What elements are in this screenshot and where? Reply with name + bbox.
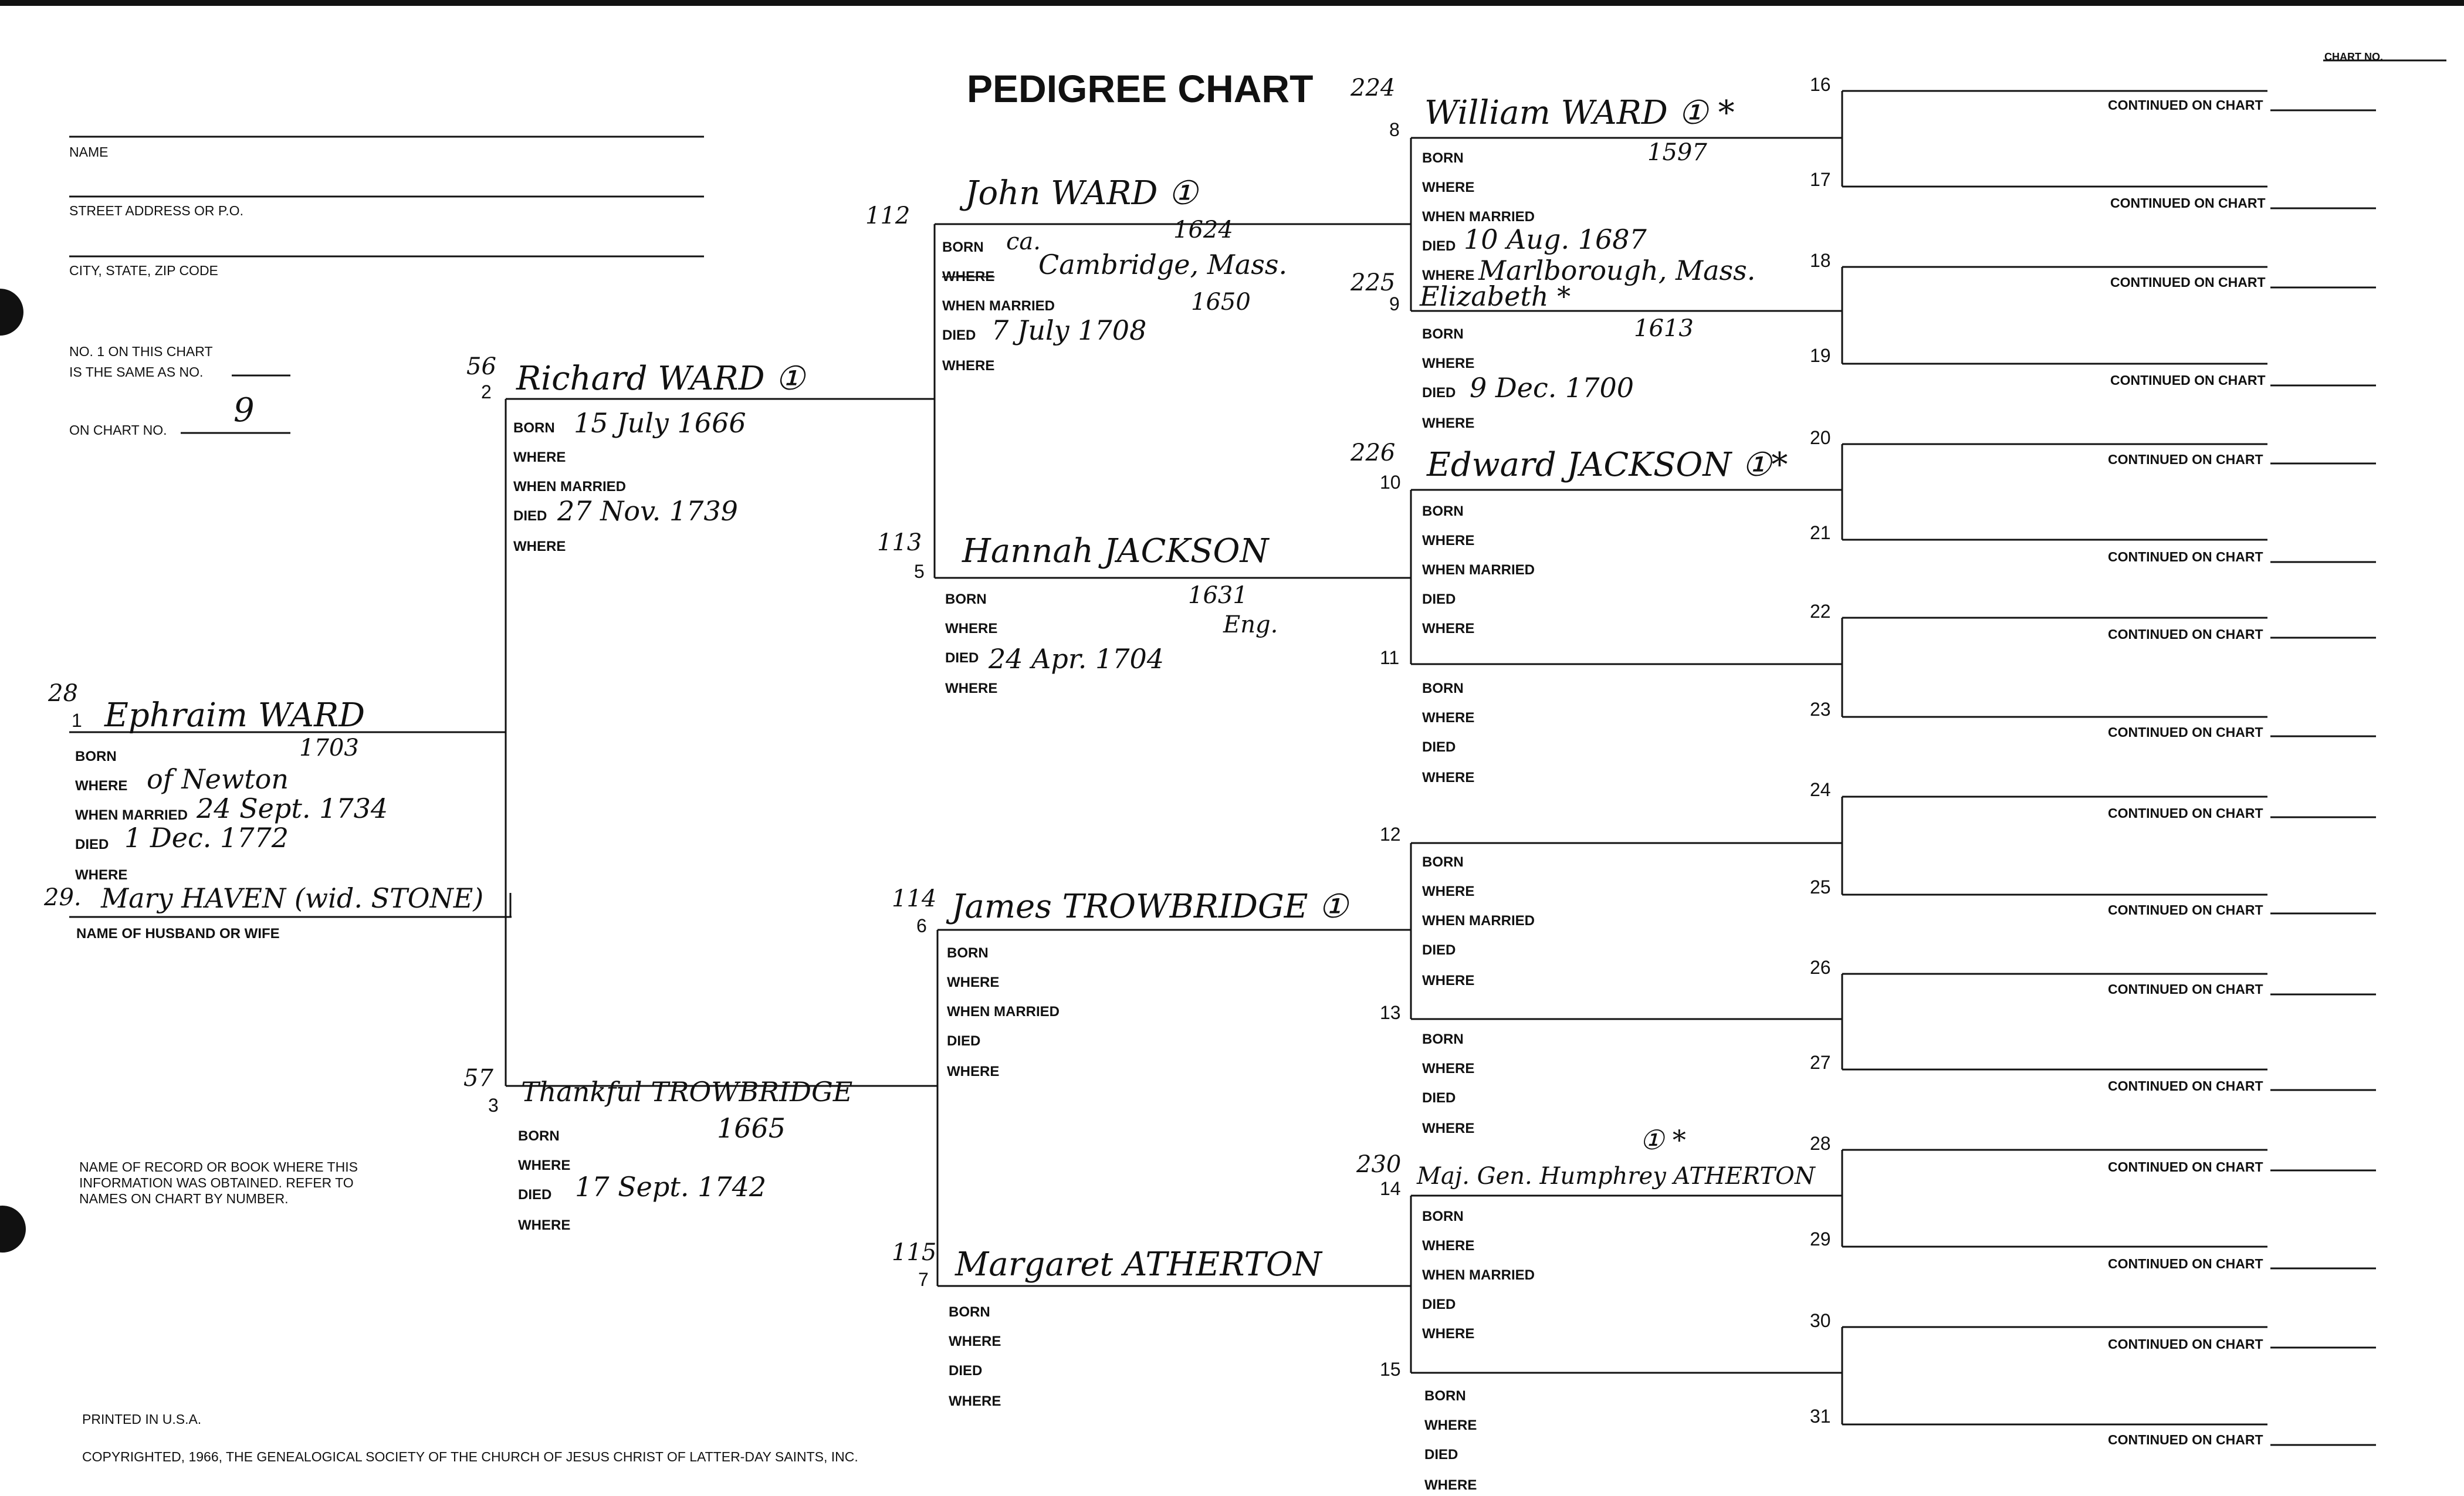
person-7-born-label: BORN <box>949 1304 990 1320</box>
person-4-ref: 112 <box>865 202 911 229</box>
spouse-ref: 29. <box>44 884 82 911</box>
person-9-died: 9 Dec. 1700 <box>1470 372 1634 404</box>
person-11-where-label: WHERE <box>1422 710 1475 726</box>
person-10-born-label: BORN <box>1422 503 1464 519</box>
person-5-died-label: DIED <box>945 650 979 666</box>
gen5-number: 29 <box>1810 1228 1831 1250</box>
person-8-where-label: WHERE <box>1422 180 1475 195</box>
person-1-married-label: WHEN MARRIED <box>75 807 188 823</box>
spouse-name: Mary HAVEN (wid. STONE) <box>101 882 484 914</box>
gen5-number: 17 <box>1810 169 1831 190</box>
same-as-line1: NO. 1 ON THIS CHART <box>69 344 213 359</box>
person-11-number: 11 <box>1380 647 1400 668</box>
person-13-where-label: WHERE <box>1422 1061 1475 1077</box>
person-12-where2-label: WHERE <box>1422 973 1475 989</box>
person-9-where2-label: WHERE <box>1422 415 1475 431</box>
person-4-born: 1624 <box>1173 216 1233 243</box>
person-6-where-label: WHERE <box>947 974 1000 990</box>
person-11-born-label: BORN <box>1422 681 1464 696</box>
person-6-name: James TROWBRIDGE ① <box>952 888 1348 926</box>
person-8-born: 1597 <box>1647 139 1707 166</box>
person-10-married-label: WHEN MARRIED <box>1422 562 1535 578</box>
person-3-name: Thankful TROWBRIDGE <box>521 1076 853 1108</box>
person-1-died: 1 Dec. 1772 <box>124 822 289 854</box>
person-3-where2-label: WHERE <box>518 1217 571 1233</box>
person-13-where2-label: WHERE <box>1422 1121 1475 1136</box>
gen5-number: 19 <box>1810 345 1831 366</box>
person-8-ref: 224 <box>1351 75 1396 101</box>
continued-label: CONTINUED ON CHART <box>2108 1159 2263 1175</box>
continued-label: CONTINUED ON CHART <box>2108 1336 2263 1352</box>
continued-label: CONTINUED ON CHART <box>2108 725 2263 740</box>
person-11-where2-label: WHERE <box>1422 770 1475 786</box>
person-8-died-label: DIED <box>1422 238 1456 254</box>
record-note-line1: NAME OF RECORD OR BOOK WHERE THIS <box>79 1159 358 1175</box>
gen5-number: 24 <box>1810 779 1831 800</box>
continued-label: CONTINUED ON CHART <box>2110 373 2266 388</box>
person-4-married-label: WHEN MARRIED <box>942 298 1055 314</box>
gen5-number: 23 <box>1810 699 1831 720</box>
person-2-born-label: BORN <box>513 420 555 436</box>
person-15-where2-label: WHERE <box>1424 1477 1477 1493</box>
continued-label: CONTINUED ON CHART <box>2108 627 2263 642</box>
person-15-number: 15 <box>1380 1359 1401 1380</box>
gen5-number: 28 <box>1810 1133 1831 1154</box>
person-1-number: 1 <box>72 710 82 731</box>
person-6-ref: 114 <box>892 885 937 912</box>
person-15-died-label: DIED <box>1424 1447 1458 1463</box>
same-as-line2: IS THE SAME AS NO. <box>69 364 204 380</box>
gen5-number: 20 <box>1810 427 1831 448</box>
person-14-died-label: DIED <box>1422 1297 1456 1312</box>
record-note-line3: NAMES ON CHART BY NUMBER. <box>79 1191 289 1206</box>
person-15-born-label: BORN <box>1424 1388 1466 1404</box>
person-9-number: 9 <box>1389 293 1400 314</box>
person-1-where-label: WHERE <box>75 778 128 794</box>
person-2-where2-label: WHERE <box>513 539 566 554</box>
person-7-number: 7 <box>918 1269 929 1290</box>
person-5-died: 24 Apr. 1704 <box>989 643 1165 675</box>
person-8-where: Marlborough, Mass. <box>1478 255 1756 286</box>
city-label: CITY, STATE, ZIP CODE <box>69 263 218 278</box>
person-4-died: 7 July 1708 <box>991 314 1147 346</box>
person-9-born: 1613 <box>1634 315 1694 342</box>
gen5-number: 16 <box>1810 74 1831 95</box>
person-8-where2-label: WHERE <box>1422 268 1475 283</box>
person-12-married-label: WHEN MARRIED <box>1422 913 1535 929</box>
person-14-number: 14 <box>1380 1178 1401 1199</box>
person-1-where2-label: WHERE <box>75 867 128 883</box>
person-1-ref: 28 <box>48 680 78 707</box>
person-10-ref: 226 <box>1351 439 1396 466</box>
person-15-where-label: WHERE <box>1424 1417 1477 1433</box>
person-4-where-label: WHERE <box>942 269 995 285</box>
person-2-died: 27 Nov. 1739 <box>557 495 738 527</box>
person-2-name: Richard WARD ① <box>516 360 805 398</box>
person-5-born: 1631 <box>1188 582 1248 609</box>
person-10-where-label: WHERE <box>1422 533 1475 549</box>
person-7-ref: 115 <box>892 1239 937 1266</box>
person-13-number: 13 <box>1380 1002 1401 1023</box>
continued-label: CONTINUED ON CHART <box>2108 981 2263 997</box>
person-1-died-label: DIED <box>75 837 109 852</box>
person-6-number: 6 <box>916 915 927 936</box>
person-8-number: 8 <box>1389 119 1400 140</box>
person-5-name: Hannah JACKSON <box>962 532 1269 570</box>
continued-label: CONTINUED ON CHART <box>2108 97 2263 113</box>
person-12-died-label: DIED <box>1422 942 1456 958</box>
person-3-number: 3 <box>488 1095 499 1116</box>
person-1-born-label: BORN <box>75 749 117 764</box>
gen5-number: 27 <box>1810 1052 1831 1073</box>
gen5-number: 31 <box>1810 1406 1831 1427</box>
on-chart-label: ON CHART NO. <box>69 422 167 438</box>
person-12-number: 12 <box>1380 824 1401 845</box>
gen5-number: 26 <box>1810 957 1831 978</box>
person-1-where: of Newton <box>147 763 289 795</box>
person-5-where2-label: WHERE <box>945 681 998 696</box>
person-9-born-label: BORN <box>1422 326 1464 342</box>
person-14-born-label: BORN <box>1422 1209 1464 1224</box>
on-chart-value: 9 <box>233 391 255 429</box>
person-1-name: Ephraim WARD <box>104 696 365 735</box>
person-9-name: Elizabeth * <box>1420 280 1571 312</box>
person-5-born-label: BORN <box>945 591 987 607</box>
gen5-number: 30 <box>1810 1310 1831 1331</box>
person-7-name: Margaret ATHERTON <box>955 1245 1322 1284</box>
person-2-died-label: DIED <box>513 508 547 524</box>
person-2-number: 2 <box>481 381 492 402</box>
person-6-where2-label: WHERE <box>947 1064 1000 1079</box>
person-2-where-label: WHERE <box>513 449 566 465</box>
person-3-born-label: BORN <box>518 1128 560 1144</box>
page-title: PEDIGREE CHART <box>967 67 1314 110</box>
person-4-died-label: DIED <box>942 327 976 343</box>
address-label: STREET ADDRESS OR P.O. <box>69 203 243 218</box>
chart-no-label: CHART NO. <box>2324 51 2383 63</box>
person-10-number: 10 <box>1380 472 1401 493</box>
record-note-line2: INFORMATION WAS OBTAINED. REFER TO <box>79 1175 354 1190</box>
person-1-born: 1703 <box>299 735 359 761</box>
continued-label: CONTINUED ON CHART <box>2108 1078 2263 1094</box>
continued-label: CONTINUED ON CHART <box>2108 805 2263 821</box>
person-6-died-label: DIED <box>947 1033 981 1049</box>
person-13-born-label: BORN <box>1422 1031 1464 1047</box>
person-4-born-pre: ca. <box>1006 228 1041 255</box>
copyright-note: COPYRIGHTED, 1966, THE GENEALOGICAL SOCIETY OF THE CHURCH OF JESUS CHRIST OF LATTER-DAY SAINTS, INC. <box>82 1449 858 1464</box>
person-10-name: Edward JACKSON ①* <box>1427 446 1788 484</box>
person-8-died: 10 Aug. 1687 <box>1464 224 1647 255</box>
person-4-where: Cambridge, Mass. <box>1038 249 1288 280</box>
continued-label: CONTINUED ON CHART <box>2108 549 2263 564</box>
spouse-label: NAME OF HUSBAND OR WIFE <box>76 926 280 942</box>
continued-label: CONTINUED ON CHART <box>2110 275 2266 290</box>
person-8-born-label: BORN <box>1422 150 1464 166</box>
person-9-ref: 225 <box>1351 269 1396 296</box>
name-label: NAME <box>69 144 109 160</box>
continued-label: CONTINUED ON CHART <box>2108 1256 2263 1271</box>
person-8-married-label: WHEN MARRIED <box>1422 209 1535 225</box>
person-7-where-label: WHERE <box>949 1333 1001 1349</box>
person-9-where-label: WHERE <box>1422 356 1475 371</box>
person-4-where2-label: WHERE <box>942 358 995 374</box>
person-4-born-label: BORN <box>942 239 984 255</box>
person-14-where-label: WHERE <box>1422 1238 1475 1254</box>
person-3-died: 17 Sept. 1742 <box>575 1171 767 1203</box>
gen5-number: 25 <box>1810 876 1831 898</box>
person-4-married: 1650 <box>1191 289 1251 316</box>
person-14-where2-label: WHERE <box>1422 1326 1475 1342</box>
person-5-number: 5 <box>914 561 925 582</box>
person-7-died-label: DIED <box>949 1363 983 1379</box>
person-11-died-label: DIED <box>1422 739 1456 755</box>
person-2-ref: 56 <box>466 353 496 380</box>
person-2-born: 15 July 1666 <box>574 407 746 439</box>
person-1-married: 24 Sept. 1734 <box>197 793 388 824</box>
person-2-married-label: WHEN MARRIED <box>513 479 626 495</box>
person-14-ref: 230 <box>1356 1151 1402 1178</box>
person-3-born: 1665 <box>717 1112 786 1144</box>
person-10-died-label: DIED <box>1422 591 1456 607</box>
person-14-mark: ① * <box>1640 1124 1686 1156</box>
person-8-name: William WARD ① * <box>1424 94 1735 132</box>
continued-label: CONTINUED ON CHART <box>2108 452 2263 467</box>
continued-label: CONTINUED ON CHART <box>2108 902 2263 918</box>
continued-label: CONTINUED ON CHART <box>2108 1432 2263 1447</box>
person-14-married-label: WHEN MARRIED <box>1422 1267 1535 1283</box>
person-4-name: John WARD ① <box>965 174 1198 212</box>
person-3-died-label: DIED <box>518 1187 552 1203</box>
person-12-born-label: BORN <box>1422 854 1464 870</box>
person-5-ref: 113 <box>877 529 922 556</box>
continued-label: CONTINUED ON CHART <box>2110 195 2266 211</box>
person-6-married-label: WHEN MARRIED <box>947 1004 1060 1020</box>
person-5-where: Eng. <box>1223 611 1278 638</box>
person-10-where2-label: WHERE <box>1422 621 1475 637</box>
gen5-number: 21 <box>1810 522 1831 543</box>
person-7-where2-label: WHERE <box>949 1393 1001 1409</box>
person-3-where-label: WHERE <box>518 1157 571 1173</box>
person-6-born-label: BORN <box>947 945 989 961</box>
person-14-name: Maj. Gen. Humphrey ATHERTON <box>1417 1163 1815 1190</box>
gen5-number: 18 <box>1810 250 1831 271</box>
gen5-number: 22 <box>1810 601 1831 622</box>
person-5-where-label: WHERE <box>945 621 998 637</box>
person-3-ref: 57 <box>463 1065 493 1092</box>
person-9-died-label: DIED <box>1422 385 1456 401</box>
person-13-died-label: DIED <box>1422 1090 1456 1106</box>
person-12-where-label: WHERE <box>1422 884 1475 899</box>
printed-note: PRINTED IN U.S.A. <box>82 1412 202 1427</box>
